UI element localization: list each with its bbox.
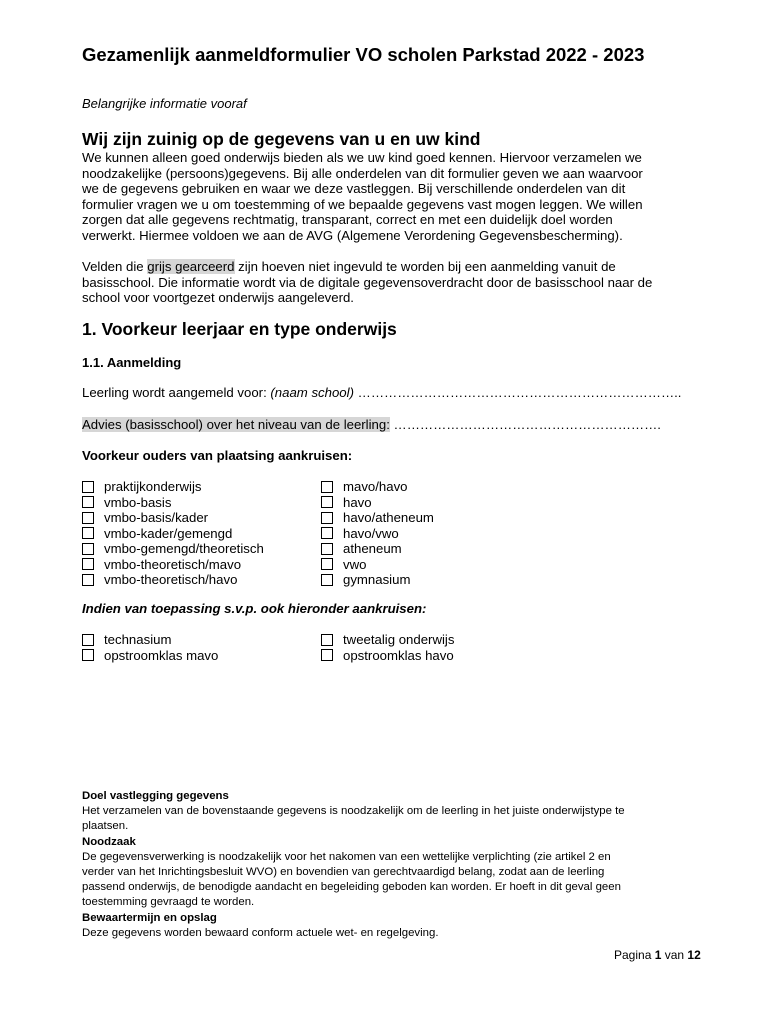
gray-fields-note — [82, 259, 652, 306]
privacy-line: zorgen dat alle gegevens rechtmatig, transparant, correct en met een duidelijk doel worden — [82, 212, 613, 228]
privacy-line: verwerkt. Hiermee voldoen we aan de AVG (Algemene Verordening Gegevensbescherming). — [82, 227, 623, 243]
advies-field[interactable] — [82, 417, 661, 432]
privacy-line: formulier vragen we u om toestemming of we bepaalde gegevens vast mogen leggen. We willen — [82, 196, 643, 212]
total-pages: 12 — [687, 948, 701, 962]
option-label: havo/atheneum — [343, 510, 434, 526]
checkbox[interactable] — [82, 512, 94, 524]
option-vmbo-basis[interactable] — [82, 495, 171, 511]
section-1-heading: 1. Voorkeur leerjaar en type onderwijs — [82, 319, 397, 339]
option-vmbo-theoretisch-havo[interactable] — [82, 572, 237, 588]
school-name-dots[interactable]: ……………………………………………………………….. — [353, 385, 682, 400]
gray-note-line: school voor voortgezet onderwijs aangeleverd. — [82, 290, 354, 306]
checkbox[interactable] — [82, 649, 94, 661]
option-label: havo/vwo — [343, 525, 399, 541]
voorkeur-heading: Voorkeur ouders van plaatsing aankruisen: — [82, 448, 353, 463]
option-label: technasium — [104, 632, 172, 648]
checkbox[interactable] — [321, 574, 333, 586]
noodzaak-line: De gegevensverwerking is noodzakelijk voor het nakomen van een wettelijke verplichting (zie artikel 2 en — [82, 850, 611, 863]
option-label: vmbo-theoretisch/havo — [104, 572, 238, 588]
checkbox[interactable] — [321, 512, 333, 524]
checkbox[interactable] — [82, 558, 94, 570]
option-vmbo-theoretisch-mavo[interactable] — [82, 557, 241, 573]
checkbox[interactable] — [82, 496, 94, 508]
page-number — [614, 948, 701, 962]
option-tweetalig-onderwijs[interactable] — [321, 632, 454, 648]
current-page: 1 — [654, 948, 662, 962]
option-label: vmbo-kader/gemengd — [104, 525, 233, 541]
option-mavo-havo[interactable] — [321, 479, 408, 495]
school-name-label: Leerling wordt aangemeld voor: — [82, 385, 271, 400]
checkbox[interactable] — [82, 634, 94, 646]
doel-heading: Doel vastlegging gegevens — [82, 790, 229, 802]
document-subtitle: Belangrijke informatie vooraf — [82, 96, 247, 111]
bewaar-line: Deze gegevens worden bewaard conform actuele wet- en regelgeving. — [82, 926, 439, 939]
option-vmbo-kader-gemengd[interactable] — [82, 526, 232, 542]
checkbox[interactable] — [82, 527, 94, 539]
option-label: vmbo-basis — [104, 494, 172, 510]
gray-note-text: zijn hoeven niet ingevuld te worden bij een aanmelding vanuit de — [234, 259, 616, 274]
option-vwo[interactable] — [321, 557, 366, 573]
extra-options-heading: Indien van toepassing s.v.p. ook hieronder aankruisen: — [82, 601, 427, 616]
checkbox[interactable] — [321, 496, 333, 508]
option-label: atheneum — [343, 541, 402, 557]
checkbox[interactable] — [321, 649, 333, 661]
gray-note-line: basisschool. Die informatie wordt via de digitale gegevensoverdracht door de basisschool naar de — [82, 274, 653, 290]
option-label: vmbo-gemengd/theoretisch — [104, 541, 264, 557]
school-name-field[interactable] — [82, 385, 681, 400]
privacy-line: We kunnen alleen goed onderwijs bieden als we uw kind goed kennen. Hiervoor verzamelen we — [82, 150, 642, 165]
noodzaak-line: toestemming gevraagd te worden. — [82, 896, 255, 909]
option-gymnasium[interactable] — [321, 572, 410, 588]
privacy-heading: Wij zijn zuinig op de gegevens van u en uw kind — [82, 129, 481, 149]
option-opstroomklas-havo[interactable] — [321, 648, 454, 664]
advies-label: Advies (basisschool) over het niveau van de leerling: — [82, 417, 390, 432]
gray-highlight: grijs gearceerd — [147, 259, 235, 274]
option-label: opstroomklas mavo — [104, 647, 219, 663]
section-1-1-heading: 1.1. Aanmelding — [82, 355, 182, 370]
gray-note-text: Velden die — [82, 259, 148, 274]
option-havo-vwo[interactable] — [321, 526, 399, 542]
checkbox[interactable] — [82, 574, 94, 586]
option-praktijkonderwijs[interactable] — [82, 479, 201, 495]
checkbox[interactable] — [321, 634, 333, 646]
option-label: opstroomklas havo — [343, 647, 454, 663]
school-name-hint: (naam school) — [270, 385, 354, 400]
page-label: Pagina — [614, 948, 655, 962]
option-label: gymnasium — [343, 572, 411, 588]
option-label: vmbo-basis/kader — [104, 510, 209, 526]
option-label: mavo/havo — [343, 479, 408, 495]
document-title: Gezamenlijk aanmeldformulier VO scholen Parkstad 2022 - 2023 — [82, 44, 645, 65]
privacy-line: we de gegevens gebruiken en waar we deze vastleggen. Bij verschillende onderdelen van dit — [82, 181, 626, 197]
noodzaak-line: passend onderwijs, de benodigde aandacht en begeleiding geboden kan worden. Er hoeft in dit geval geen — [82, 881, 621, 894]
noodzaak-line: verder van het Inrichtingsbesluit WVO) en bovendien van gerechtvaardigd belang, zodat aan de leerling — [82, 866, 605, 879]
option-havo[interactable] — [321, 495, 372, 511]
option-label: vmbo-theoretisch/mavo — [104, 556, 242, 572]
privacy-line: noodzakelijke (persoons)gegevens. Bij alle onderdelen van dit formulier geven we aan waarvoor — [82, 165, 643, 181]
advies-dots[interactable]: ……………………………………………………. — [389, 417, 661, 432]
checkbox[interactable] — [321, 543, 333, 555]
doel-line: plaatsen. — [82, 820, 129, 833]
option-atheneum[interactable] — [321, 541, 402, 557]
checkbox[interactable] — [321, 481, 333, 493]
option-vmbo-basis-kader[interactable] — [82, 510, 208, 526]
bewaar-heading: Bewaartermijn en opslag — [82, 911, 217, 924]
option-label: havo — [343, 494, 372, 510]
doel-line: Het verzamelen van de bovenstaande gegevens is noodzakelijk om de leerling in het juiste onderwijstype te — [82, 805, 625, 818]
checkbox[interactable] — [321, 558, 333, 570]
checkbox[interactable] — [82, 543, 94, 555]
noodzaak-heading: Noodzaak — [82, 835, 136, 848]
checkbox[interactable] — [321, 527, 333, 539]
option-technasium[interactable] — [82, 632, 171, 648]
checkbox[interactable] — [82, 481, 94, 493]
option-label: vwo — [343, 556, 367, 572]
privacy-paragraph — [82, 150, 643, 244]
option-label: tweetalig onderwijs — [343, 632, 455, 648]
option-vmbo-gemengd-theoretisch[interactable] — [82, 541, 264, 557]
info-block — [82, 789, 625, 941]
option-label: praktijkonderwijs — [104, 479, 202, 495]
page-of-label: van — [661, 948, 688, 962]
option-opstroomklas-mavo[interactable] — [82, 648, 218, 664]
option-havo-atheneum[interactable] — [321, 510, 434, 526]
